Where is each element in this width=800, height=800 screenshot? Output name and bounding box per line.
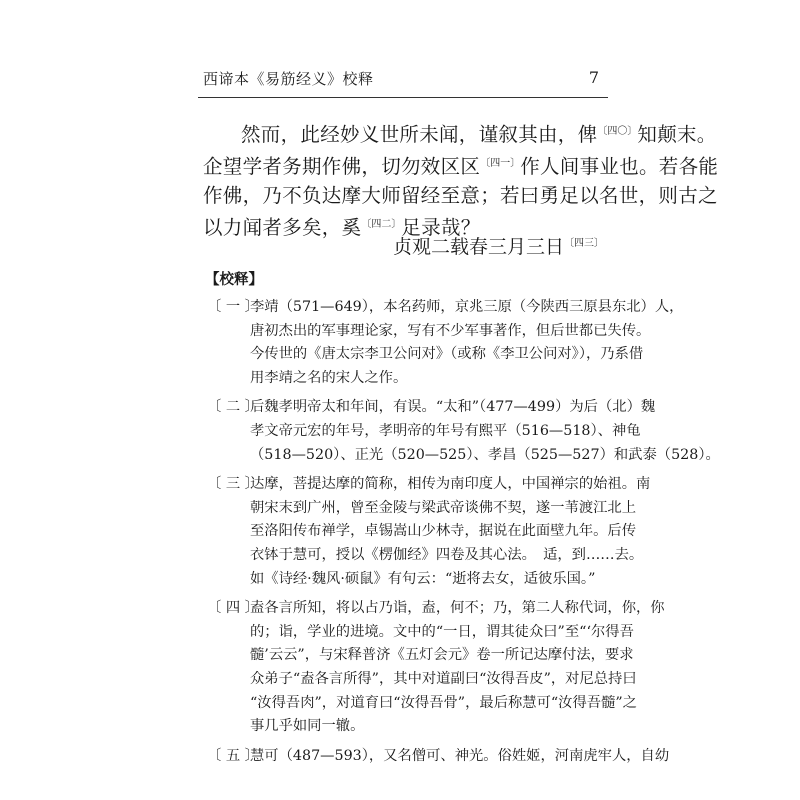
main-text-line: 企望学者务期作佛，切勿效区区$^{〔四一〕}$作人间事业也。若各能 xyxy=(203,155,719,178)
annotation-item xyxy=(207,296,684,390)
annotation-marker: 〔 四 〕 xyxy=(207,600,259,617)
date-line: 贞观二载春三月三日$^{〔四三〕}$ xyxy=(392,236,604,258)
main-text-line: 然而，此经妙义世所未闻，谨叙其由，俾$^{〔四〇〕}$知颠末。 xyxy=(241,123,717,146)
annotation-text: 达摩，菩提达摩的简称，相传为南印度人，中国禅宗的始祖。南 朝宋末到广州，曾至金陵与梁武帝谈佛不契，遂一苇渡江北上 至洛阳传布禅学，卓锡嵩山少林寺，据说在此面壁九年。后传 衣钵于慧可，授以《楞伽经》四卷及其心法。 适，到……去。 如《诗经·魏风·硕鼠》有句云：“逝将去女，适彼乐国。” xyxy=(250,476,651,587)
main-text-line: 以力闻者多矣，奚$^{〔四二〕}$足录哉？ xyxy=(203,216,481,239)
main-text-line: 作佛，乃不负达摩大师留经至意；若曰勇足以名世，则古之 xyxy=(203,184,718,207)
annotation-marker: 〔 五 〕 xyxy=(207,747,259,764)
annotation-text: 后魏孝明帝太和年间，有误。“太和”（477—499）为后（北）魏 孝文帝元宏的年号，孝明帝的年号有熙平（516—518）、神龟 （518—520）、正光（520—525）、孝昌（525—527）和武泰（528）。 xyxy=(250,399,720,463)
annotation-list xyxy=(207,296,720,774)
footnote-mark: 〔四〇〕 xyxy=(597,126,638,137)
annotation-item xyxy=(207,745,670,769)
section-heading: 【校释】 xyxy=(205,272,263,288)
annotation-item xyxy=(207,597,665,739)
running-header xyxy=(203,68,599,92)
annotation-text: 盍各言所知，将以占乃诣，盍，何不；乃，第二人称代词，你，你 的；诣，学业的进境。文中的“一日，谓其徒众曰”至“‘尔得吾 髓’云云”，与宋释普济《五灯会元》卷一所记达摩付法，要求 众弟子“盍各言所得”，其中对道副曰“汝得吾皮”，对尼总持曰 “汝得吾肉”，对道育曰“汝得吾骨”，最后称慧可“汝得吾髓”之 事几乎如同一辙。 xyxy=(250,600,665,735)
annotation-text: 慧可（487—593），又名僧可、神光。俗姓姬，河南虎牢人，自幼 xyxy=(250,747,670,764)
annotation-item xyxy=(207,396,720,467)
running-title: 西谛本《易筋经义》校释 xyxy=(203,70,374,88)
footnote-mark: 〔四一〕 xyxy=(480,158,521,169)
annotation-text: 李靖（571—649），本名药师，京兆三原（今陕西三原县东北）人， 唐初杰出的军事理论家，写有不少军事著作，但后世都已失传。 今传世的《唐太宗李卫公问对》（或称《李卫公问对》），乃系借 用李靖之名的宋人之作。 xyxy=(250,299,684,386)
footnote-mark: 〔四三〕 xyxy=(564,238,604,249)
annotation-marker: 〔 一 〕 xyxy=(207,299,259,315)
footnote-mark: 〔四二〕 xyxy=(361,219,402,230)
annotation-marker: 〔 三 〕 xyxy=(207,476,259,493)
annotation-marker: 〔 二 〕 xyxy=(207,399,259,416)
annotation-item xyxy=(207,473,651,591)
page-number: 7 xyxy=(588,68,599,87)
header-rule xyxy=(198,97,608,98)
main-text xyxy=(203,117,719,242)
